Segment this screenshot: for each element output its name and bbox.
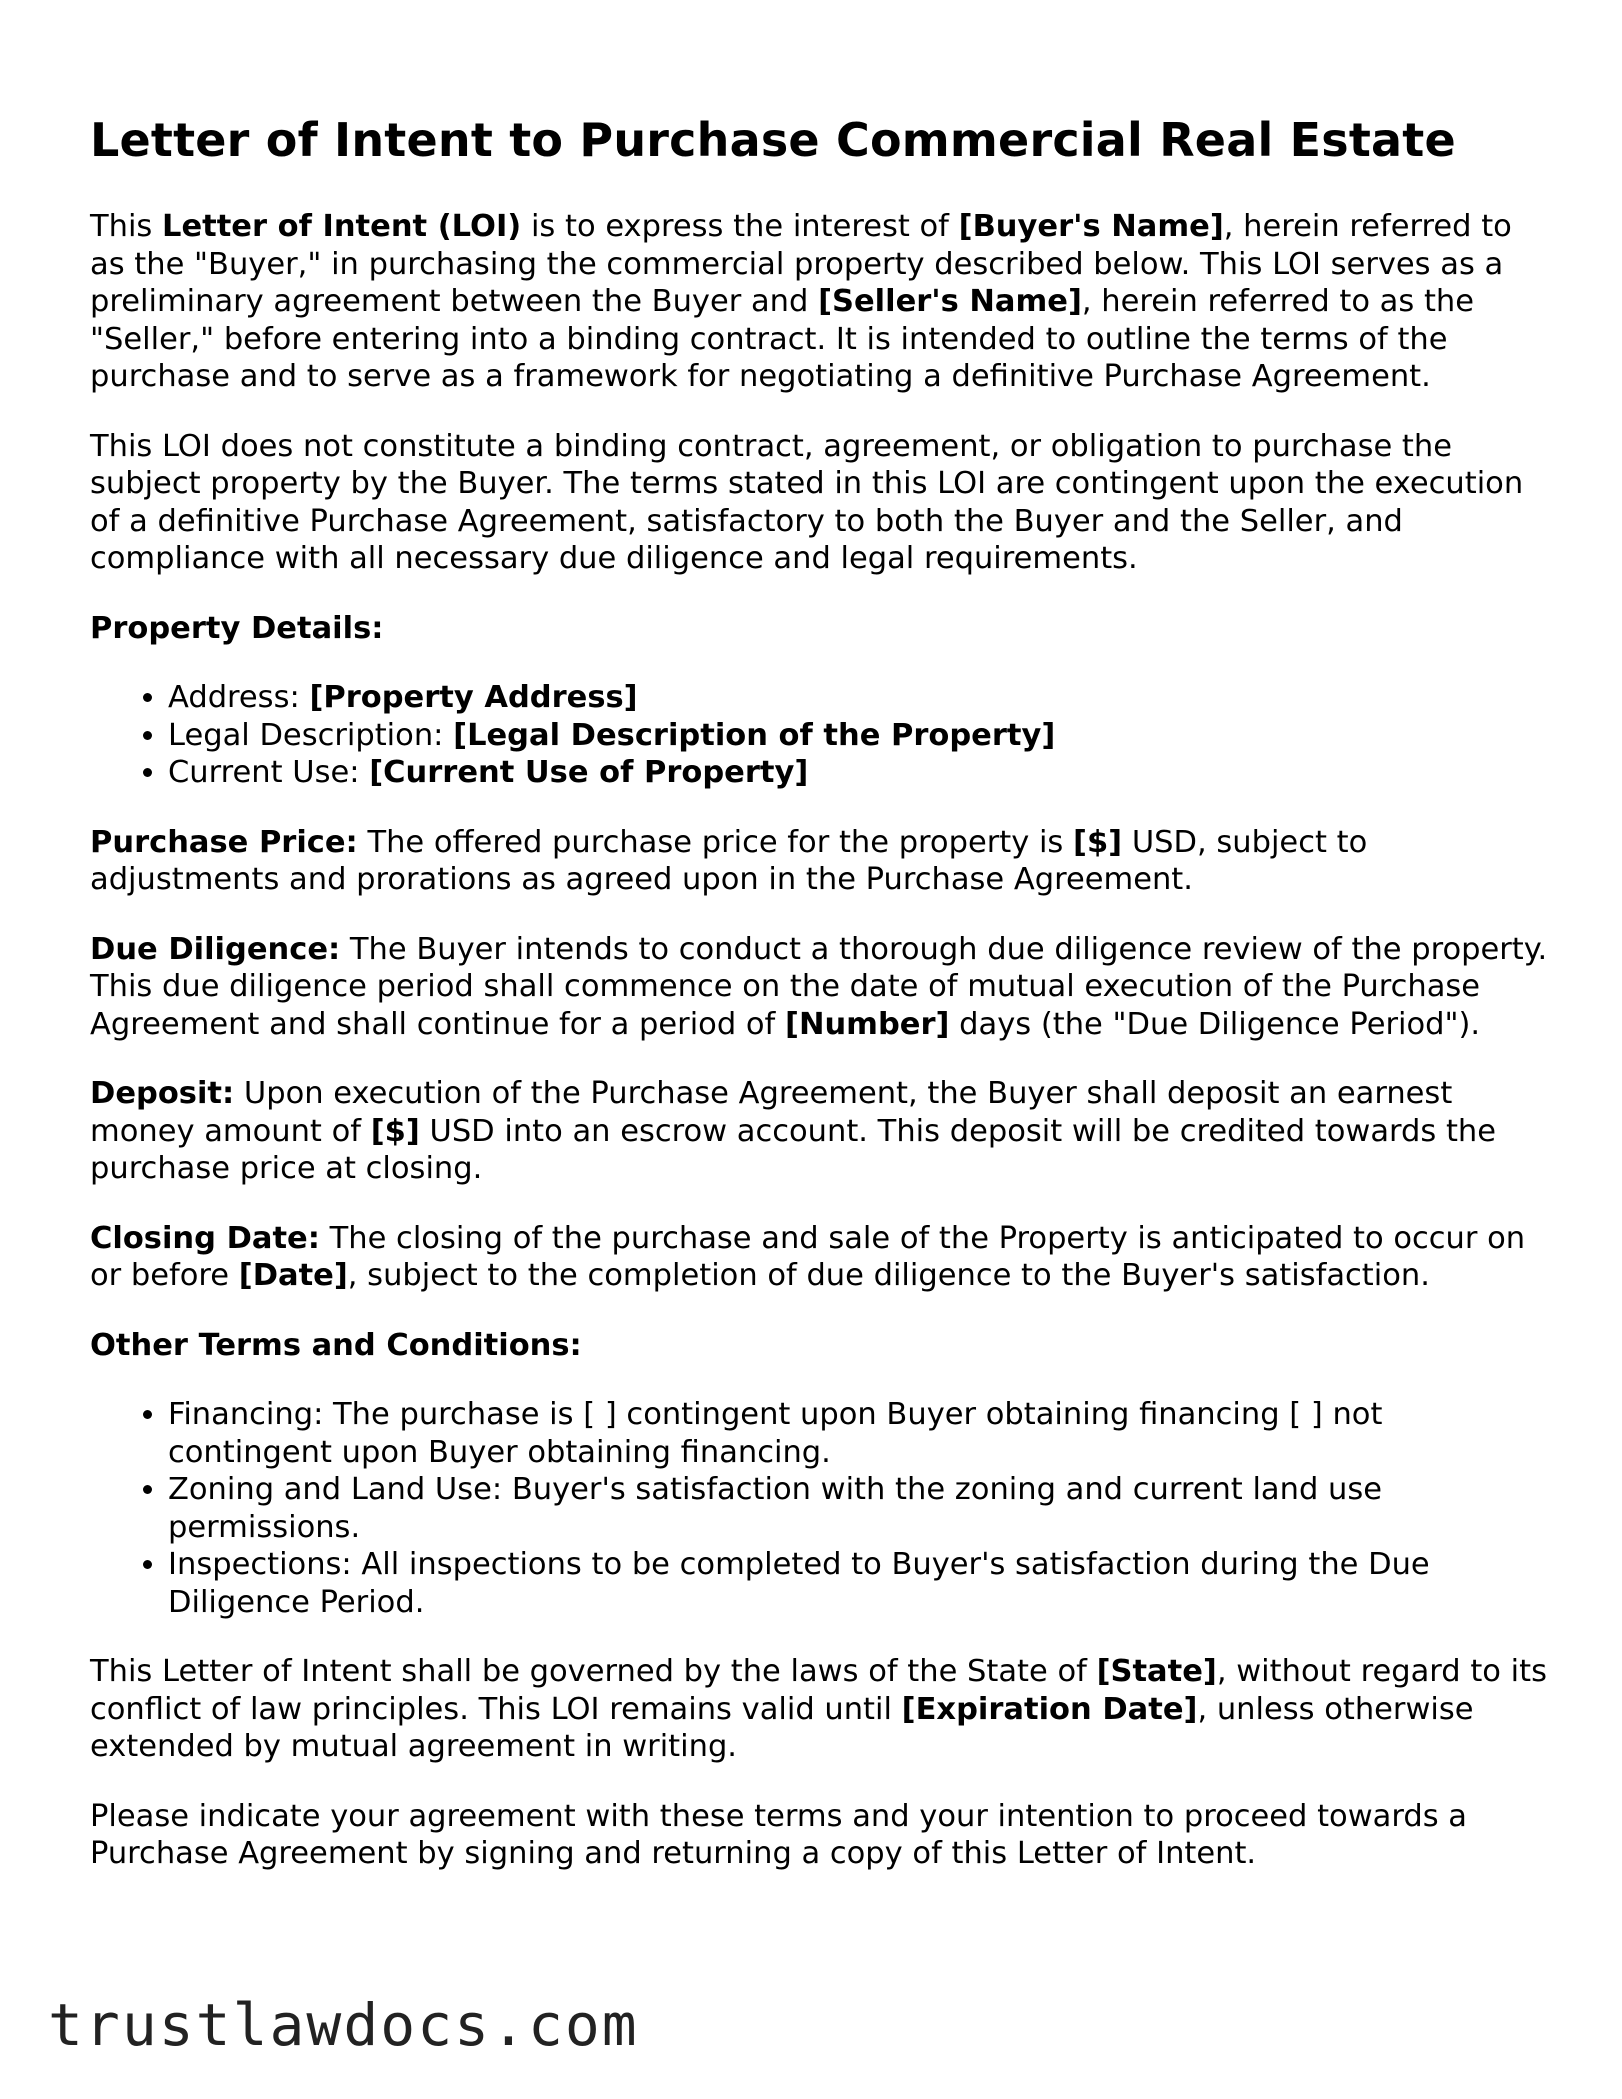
deposit-text-1: Upon execution of the Purchase Agreement, the Buyer shall deposit an earnest money amount of xyxy=(90,1076,1453,1149)
purchase-price-text-1: The offered purchase price for the property is xyxy=(357,824,1074,860)
purchase-price-paragraph xyxy=(90,824,1550,899)
document-page xyxy=(90,110,1550,1905)
item-label: Current Use: xyxy=(168,755,370,790)
expiration-date-placeholder: [Expiration Date] xyxy=(901,1691,1198,1727)
state-placeholder: [State] xyxy=(1096,1654,1217,1689)
governing-text-1: This Letter of Intent shall be governed by the laws of the State of xyxy=(90,1654,1097,1689)
watermark-text: trustlawdocs.com xyxy=(48,1991,639,2059)
closing-date-text-1: The closing of the purchase and sale of the Property is anticipated to occur on or before xyxy=(90,1220,1526,1293)
item-label: Address: xyxy=(168,680,310,715)
due-diligence-label: Due Diligence: xyxy=(90,931,341,967)
due-diligence-text-1: The Buyer intends to conduct a thorough due diligence review of the property. This due diligence period shall commence on the date of mutual execution of the Purchase Agreement and shall continue for a period of xyxy=(90,931,1548,1042)
zoning-term-item: • Zoning and Land Use: Buyer's satisfaction with the zoning and current land use permissions. xyxy=(168,1471,1550,1546)
financing-term-item: • Financing: The purchase is [ ] contingent upon Buyer obtaining financing [ ] not contingent upon Buyer obtaining financing. xyxy=(168,1396,1550,1471)
intro-text-3: , herein referred to as the "Buyer," in purchasing the commercial property described below. This LOI serves as a preliminary agreement between the Buyer and xyxy=(90,209,1512,319)
inspections-term-item: • Inspections: All inspections to be completed to Buyer's satisfaction during the Due Diligence Period. xyxy=(168,1546,1550,1621)
governing-text-2: , without regard to its conflict of law principles. This LOI remains valid until xyxy=(90,1654,1547,1727)
item-label: Legal Description: xyxy=(168,717,454,753)
property-details-list xyxy=(90,679,1550,792)
property-details-heading: Property Details: xyxy=(90,610,384,646)
governing-text-3: , unless otherwise extended by mutual agreement in writing. xyxy=(90,1691,1474,1764)
due-diligence-text-2: days (the "Due Diligence Period"). xyxy=(949,1006,1481,1042)
closing-date-text-2: , subject to the completion of due diligence to the Buyer's satisfaction. xyxy=(347,1258,1430,1293)
purchase-price-text-2: USD, subject to adjustments and prorations as agreed upon in the Purchase Agreement. xyxy=(90,824,1368,897)
governing-law-paragraph xyxy=(90,1653,1550,1766)
other-terms-heading: Other Terms and Conditions: xyxy=(90,1327,582,1363)
intro-text-4: , herein referred to as the "Seller," before entering into a binding contract. It is intended to outline the terms of the purchase and to serve as a framework for negotiating a definitive Purchase Agreement. xyxy=(90,284,1475,394)
other-terms-list xyxy=(90,1396,1550,1621)
closing-date-placeholder: [Date] xyxy=(238,1258,348,1293)
property-address-placeholder: [Property Address] xyxy=(309,680,638,715)
document-title: Letter of Intent to Purchase Commercial Real Estate xyxy=(90,113,1456,167)
deposit-amount-placeholder: [$] xyxy=(370,1113,420,1149)
current-use-item xyxy=(168,754,1550,792)
disclaimer-paragraph: This LOI does not constitute a binding contract, agreement, or obligation to purchase the subject property by the Buyer. The terms stated in this LOI are contingent upon the execution of a definitive Purchase Agreement, satisfactory to both the Buyer and the Seller, and compliance with all necessary due diligence and legal requirements. xyxy=(90,428,1524,576)
legal-description-placeholder: [Legal Description of the Property] xyxy=(453,717,1056,753)
current-use-placeholder: [Current Use of Property] xyxy=(369,755,809,790)
intro-text-1: This xyxy=(90,209,163,244)
due-diligence-paragraph xyxy=(90,931,1550,1044)
due-diligence-days-placeholder: [Number] xyxy=(785,1006,950,1042)
intro-loi-term: Letter of Intent (LOI) xyxy=(162,209,522,244)
closing-date-label: Closing Date: xyxy=(90,1220,320,1256)
legal-description-item xyxy=(168,717,1550,755)
intro-text-2: is to express the interest of xyxy=(521,209,959,244)
closing-request-paragraph: Please indicate your agreement with these terms and your intention to proceed towards a Purchase Agreement by signing and returning a copy of this Letter of Intent. xyxy=(90,1798,1467,1871)
intro-paragraph xyxy=(90,208,1550,396)
purchase-price-amount-placeholder: [$] xyxy=(1073,824,1123,860)
property-address-item xyxy=(168,679,1550,717)
deposit-label: Deposit: xyxy=(90,1076,235,1111)
purchase-price-label: Purchase Price: xyxy=(90,824,358,860)
seller-name-placeholder: [Seller's Name] xyxy=(818,284,1082,319)
closing-date-paragraph xyxy=(90,1220,1550,1295)
deposit-paragraph xyxy=(90,1075,1550,1188)
deposit-text-2: USD into an escrow account. This deposit will be credited towards the purchase price at closing. xyxy=(90,1113,1497,1186)
buyer-name-placeholder: [Buyer's Name] xyxy=(958,209,1224,244)
